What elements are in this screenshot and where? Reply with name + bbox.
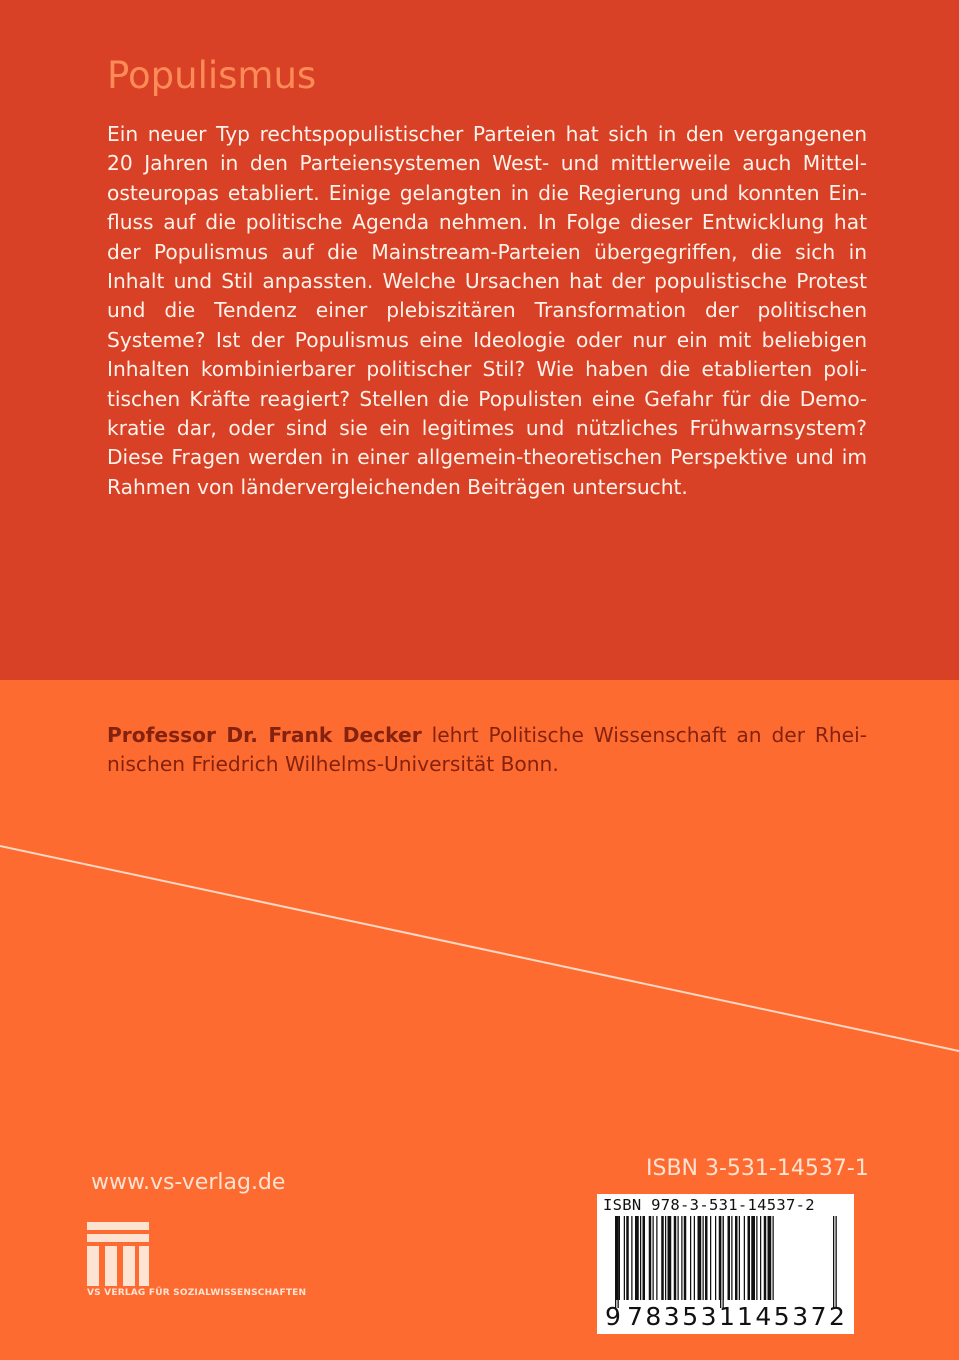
barcode-bar (661, 1216, 664, 1300)
barcode-bar (631, 1216, 632, 1300)
barcode-bar (665, 1216, 666, 1300)
barcode-bar (728, 1216, 731, 1300)
barcode-bar (640, 1216, 641, 1300)
isbn-10: ISBN 3-531-14537-1 (646, 1156, 869, 1181)
barcode-bar (703, 1216, 704, 1300)
barcode-bar (626, 1216, 629, 1300)
barcode-guard-bar (618, 1216, 619, 1308)
barcode-guard-bar (833, 1216, 834, 1308)
barcode-bar (773, 1216, 774, 1300)
barcode-guard-bar (723, 1216, 724, 1308)
barcode-bar (678, 1216, 679, 1300)
blurb-text: Ein neuer Typ rechtspopulistischer Parteien hat sich in den vergangenen 20 Jahren in den Parteiensystemen West- und mittlerweile auch Mittelosteuropas etabliert. Einige gelangten in die Regierung und konnten Einfluss auf die politische Agenda nehmen. In Folge dieser Entwicklung hat der Populismus auf die Mainstream-Parteien übergegriffen, die sich in Inhalt und Stil anpassten. Welche Ursachen hat der populistische Protest und die Tendenz einer plebiszitären Transformation der politischen Systeme? Ist der Populismus eine Ideologie oder nur ein mit beliebigen Inhalten kombinierbarer politischer Stil? Wie haben die etablierten politischen Kräfte reagiert? Stellen die Populisten eine Gefahr für die Demokratie dar, oder sind sie ein legitimes und nützliches Frühwarnsystem? Diese Fragen werden in einer allgemein-theoretischen Perspektive und im Rahmen von ländervergleichenden Beiträgen untersucht. (107, 122, 867, 499)
barcode-bar (619, 1216, 620, 1300)
barcode-bar (744, 1216, 745, 1300)
author-bio: lehrt Politische Wissenschaft an der Rheinischen Friedrich Wilhelms-Universität Bonn. (107, 723, 868, 777)
barcode-bar (681, 1216, 682, 1300)
barcode-bar (656, 1216, 657, 1300)
barcode-bars-icon (601, 1216, 849, 1308)
barcode-bar (748, 1216, 751, 1300)
barcode-bar (710, 1216, 711, 1300)
barcode-bar (690, 1216, 691, 1300)
barcode-bar (674, 1216, 677, 1300)
author-name: Professor Dr. Frank Decker (107, 723, 422, 747)
book-title: Populismus (107, 54, 317, 97)
barcode (597, 1194, 854, 1334)
barcode-right-group: 145372 (737, 1302, 848, 1331)
barcode-bar (739, 1216, 740, 1300)
barcode-bar (705, 1216, 708, 1300)
barcode-bar (735, 1216, 738, 1300)
barcode-bar (668, 1216, 672, 1300)
barcode-guard-bar (615, 1216, 616, 1308)
barcode-bar (643, 1216, 646, 1300)
barcode-guard-bar (720, 1216, 721, 1308)
publisher-logo-text: VS VERLAG FÜR SOZIALWISSENSCHAFTEN (87, 1288, 307, 1298)
barcode-bar (649, 1216, 652, 1300)
barcode-bar (756, 1216, 757, 1300)
barcode-bar (764, 1216, 767, 1300)
isbn-13: ISBN 978-3-531-14537-2 (603, 1196, 815, 1214)
barcode-bar (698, 1216, 702, 1300)
barcode-bar (684, 1216, 687, 1300)
barcode-bar (653, 1216, 654, 1300)
barcode-bar (768, 1216, 772, 1300)
barcode-bar (635, 1216, 639, 1300)
barcode-first-digit: 9 (605, 1302, 621, 1331)
barcode-left-group: 783531 (627, 1302, 738, 1331)
barcode-bar (694, 1216, 695, 1300)
barcode-guard-bar (836, 1216, 837, 1308)
barcode-bar (751, 1216, 755, 1300)
author-note (107, 721, 867, 780)
barcode-bar (760, 1216, 761, 1300)
publisher-website[interactable]: www.vs-verlag.de (91, 1170, 286, 1195)
barcode-bar (731, 1216, 732, 1300)
barcode-bar (624, 1216, 625, 1300)
barcode-bar (715, 1216, 716, 1300)
